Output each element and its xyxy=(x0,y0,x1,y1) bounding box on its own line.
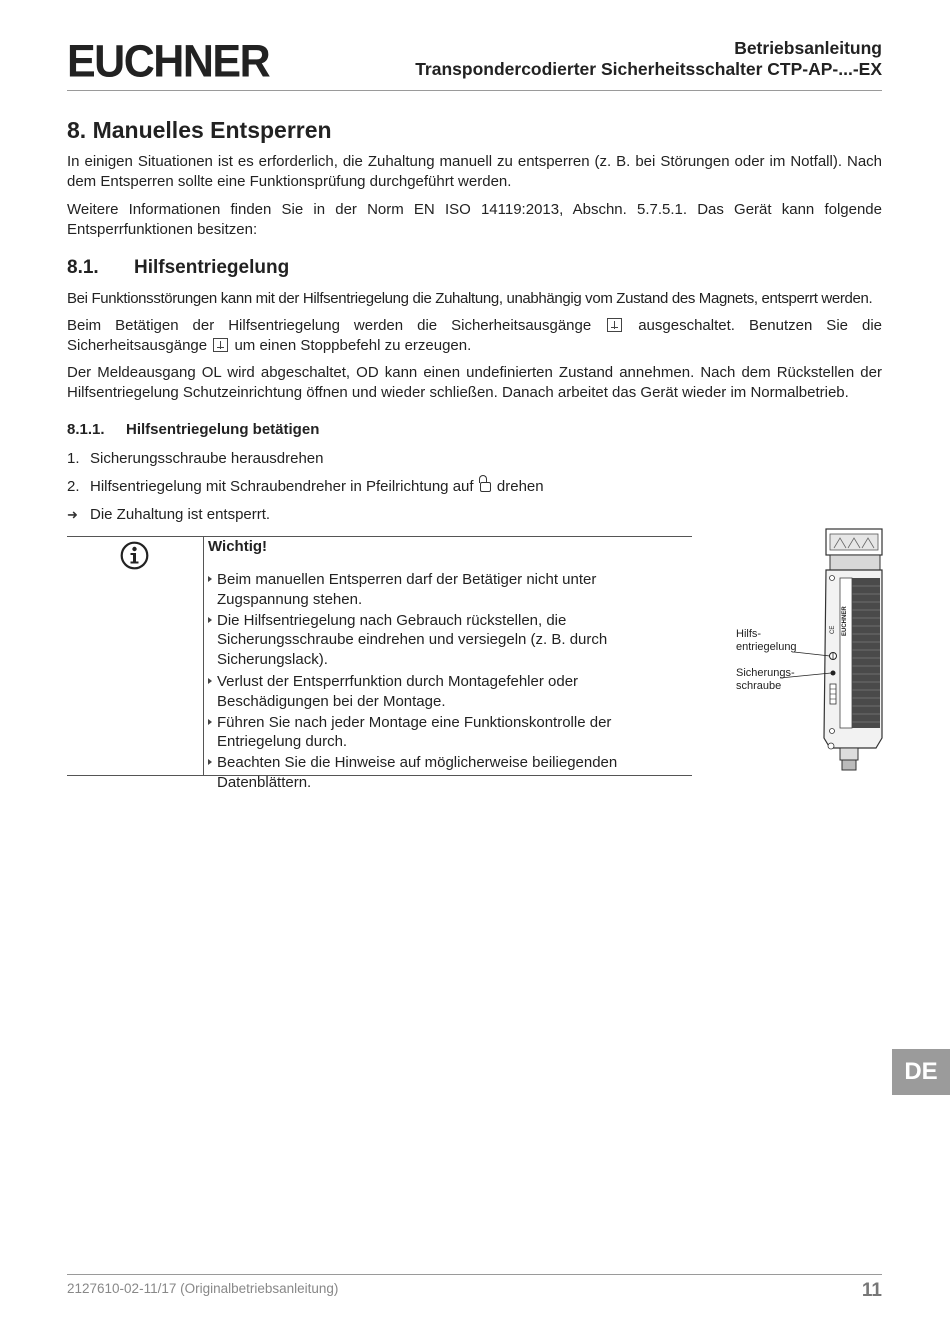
list-item xyxy=(67,477,544,496)
list-item: Beim manuellen Entsperren darf der Betätiger nicht unter Zugspannung stehen. xyxy=(207,570,687,610)
important-title: Wichtig! xyxy=(208,538,268,555)
figure-label-line: Sicherungs- xyxy=(736,667,795,679)
list-item: Die Hilfsentriegelung nach Gebrauch rückstellen, die Sicherungsschraube eindrehen und versiegeln (z. B. durch Sicherungslack). xyxy=(207,611,687,670)
safety-output-icon-2 xyxy=(213,338,228,352)
list-item-result xyxy=(67,505,270,524)
subsection-heading xyxy=(67,257,289,279)
figure-label-line: Hilfs- xyxy=(736,628,762,640)
footer-divider xyxy=(67,1274,882,1275)
subsubsection-heading xyxy=(67,421,319,438)
subsection-paragraph-2 xyxy=(67,316,882,355)
section-paragraph-1: In einigen Situationen ist es erforderlich, die Zuhaltung manuell zu entsperren (z. B. bei Störungen oder im Notfall). Nach dem Entsperren sollte eine Funktionsprüfung durchgeführt werden. xyxy=(67,153,882,190)
figure-label-line: entriegelung xyxy=(736,641,797,653)
safety-switch-figure xyxy=(730,526,890,786)
document-title-line1: Betriebsanleitung xyxy=(734,38,882,58)
document-title xyxy=(415,38,882,80)
subsubsection-number: 8.1.1. xyxy=(67,421,105,438)
list-item: Führen Sie nach jeder Montage eine Funktionskontrolle der Entriegelung durch. xyxy=(207,713,687,753)
step-text-b: drehen xyxy=(496,478,544,495)
p2-part-b: ausgeschaltet. Benutzen Sie die Sicherheitsausgänge xyxy=(67,317,882,354)
figure-label-aux-release xyxy=(736,628,797,654)
footer-doc-id: 2127610-02-11/17 (Originalbetriebsanleitung) xyxy=(67,1281,339,1296)
list-item: Beachten Sie die Hinweise auf möglicherweise beiliegenden Datenblättern. xyxy=(207,753,687,793)
subsection-number: 8.1. xyxy=(67,257,99,278)
list-item xyxy=(67,449,324,468)
ce-mark: CE xyxy=(830,625,836,634)
safety-output-icon xyxy=(607,318,622,332)
list-item: Verlust der Entsperrfunktion durch Montagefehler oder Beschädigungen bei der Montage. xyxy=(207,672,687,712)
step-text: Sicherungsschraube herausdrehen xyxy=(90,450,324,467)
info-icon xyxy=(120,541,149,570)
arrow-right-icon: ➜ xyxy=(67,507,78,522)
header-divider xyxy=(67,90,882,91)
euchner-logo: EUCHNER xyxy=(67,36,270,88)
page-number: 11 xyxy=(861,1280,882,1301)
step-number: 2. xyxy=(67,478,80,495)
section-paragraph-2: Weitere Informationen finden Sie in der Norm EN ISO 14119:2013, Abschn. 5.7.5.1. Das Gerät kann folgende Entsperrfunktionen besitzen: xyxy=(67,201,882,238)
step-number: 1. xyxy=(67,450,80,467)
p2-part-c: um einen Stoppbefehl zu erzeugen. xyxy=(234,336,472,354)
important-box-top-rule xyxy=(67,536,692,537)
language-tab: DE xyxy=(892,1049,950,1095)
document-title-line2: Transpondercodierter Sicherheitsschalter CTP-AP-...-EX xyxy=(415,59,882,79)
section-heading: 8. Manuelles Entsperren xyxy=(67,117,332,143)
p2-part-a: Beim Betätigen der Hilfsentriegelung werden die Sicherheitsausgänge xyxy=(67,317,592,334)
important-box-divider xyxy=(203,536,204,776)
figure-label-line: schraube xyxy=(736,680,782,692)
important-list xyxy=(207,570,687,793)
figure-label-securing-screw xyxy=(736,667,795,693)
unlock-icon xyxy=(480,482,491,492)
subsection-paragraph-1: Bei Funktionsstörungen kann mit der Hilfsentriegelung die Zuhaltung, unabhängig vom Zustand des Magnets, entsperrt werden. xyxy=(67,290,873,307)
result-text: Die Zuhaltung ist entsperrt. xyxy=(90,506,271,523)
subsection-paragraph-3: Der Meldeausgang OL wird abgeschaltet, OD kann einen undefinierten Zustand annehmen. Nach dem Rückstellen der Hilfsentriegelung Schutzeinrichtung öffnen und wieder schließen. Danach arbeitet das Gerät wieder im Normalbetrieb. xyxy=(67,364,882,401)
subsection-title: Hilfsentriegelung xyxy=(134,257,290,278)
step-text-a: Hilfsentriegelung mit Schraubendreher in Pfeilrichtung auf xyxy=(90,478,474,495)
subsubsection-title: Hilfsentriegelung betätigen xyxy=(126,421,320,438)
device-brand-text: EUCHNER xyxy=(842,606,848,636)
